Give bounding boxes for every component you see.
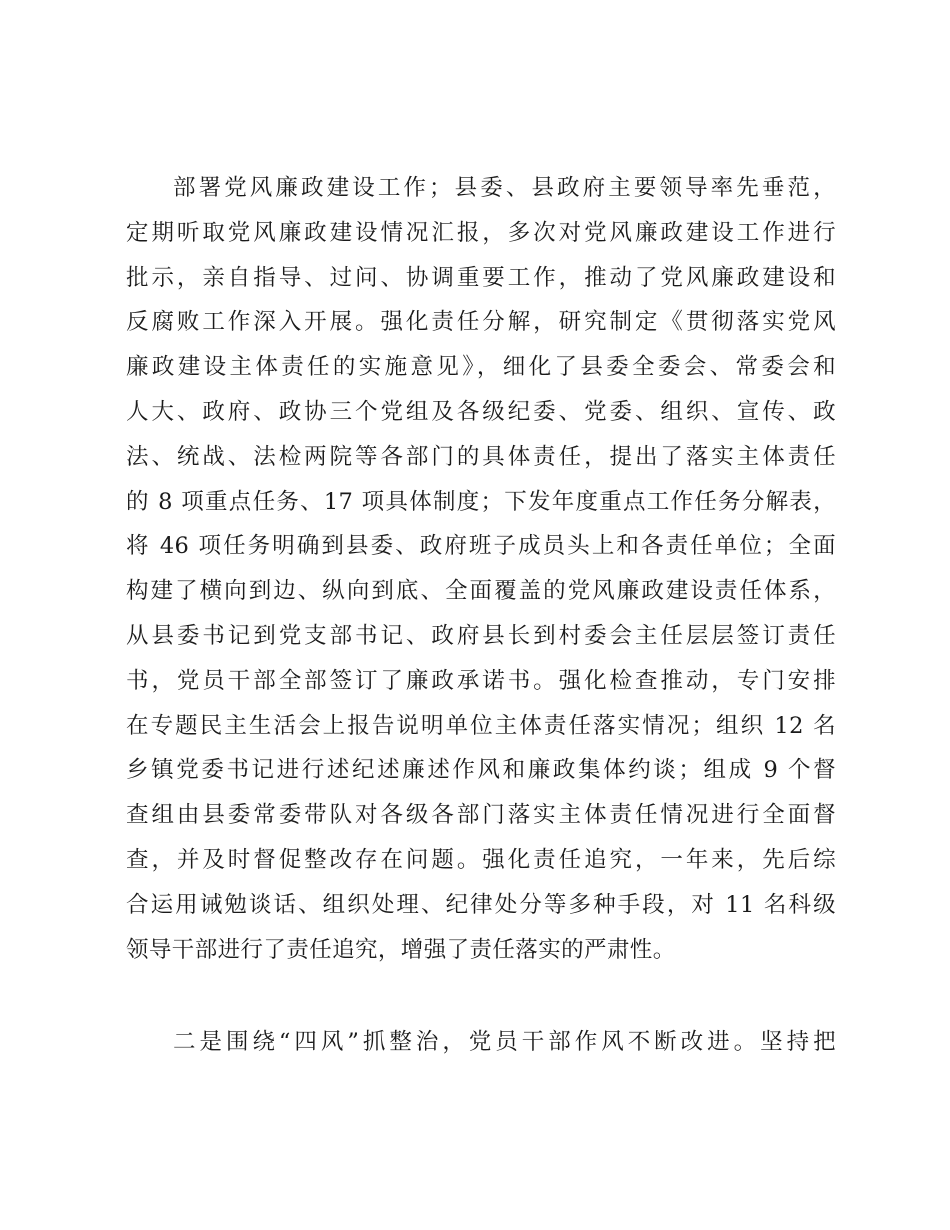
text-line: 将 46 项任务明确到县委、政府班子成员头上和各责任单位；全面 — [126, 533, 836, 560]
text-line: 构建了横向到边、纵向到底、全面覆盖的党风廉政建设责任体系， — [126, 578, 836, 605]
text-line: 定期听取党风廉政建设情况汇报，多次对党风廉政建设工作进行 — [126, 219, 836, 246]
text-line: 的 8 项重点任务、17 项具体制度；下发年度重点工作任务分解表， — [126, 488, 836, 515]
text-line: 反腐败工作深入开展。强化责任分解，研究制定《贯彻落实党风 — [126, 309, 836, 336]
body-paragraph — [126, 166, 836, 972]
text-line: 法、统战、法检两院等各部门的具体责任，提出了落实主体责任 — [126, 443, 836, 470]
text-line: 合运用诫勉谈话、组织处理、纪律处分等多种手段，对 11 名科级 — [126, 891, 836, 918]
body-paragraph — [126, 1020, 836, 1065]
text-line: 在专题民主生活会上报告说明单位主体责任落实情况；组织 12 名 — [126, 712, 836, 739]
text-line: 廉政建设主体责任的实施意见》，细化了县委全委会、常委会和 — [126, 354, 836, 381]
text-line: 二是围绕“四风”抓整治，党员干部作风不断改进。坚持把 — [173, 1029, 836, 1055]
text-line: 部署党风廉政建设工作；县委、县政府主要领导率先垂范， — [173, 175, 836, 201]
text-line: 查，并及时督促整改存在问题。强化责任追究，一年来，先后综 — [126, 846, 836, 873]
text-line: 书，党员干部全部签订了廉政承诺书。强化检查推动，专门安排 — [126, 667, 836, 694]
text-line: 人大、政府、政协三个党组及各级纪委、党委、组织、宣传、政 — [126, 398, 836, 425]
text-line: 领导干部进行了责任追究，增强了责任落实的严肃性。 — [126, 936, 676, 963]
text-line: 批示，亲自指导、过问、协调重要工作，推动了党风廉政建设和 — [126, 264, 836, 291]
text-line: 乡镇党委书记进行述纪述廉述作风和廉政集体约谈；组成 9 个督 — [126, 757, 836, 784]
text-line: 查组由县委常委带队对各级各部门落实主体责任情况进行全面督 — [126, 802, 836, 829]
text-line: 从县委书记到党支部书记、政府县长到村委会主任层层签订责任 — [126, 622, 836, 649]
